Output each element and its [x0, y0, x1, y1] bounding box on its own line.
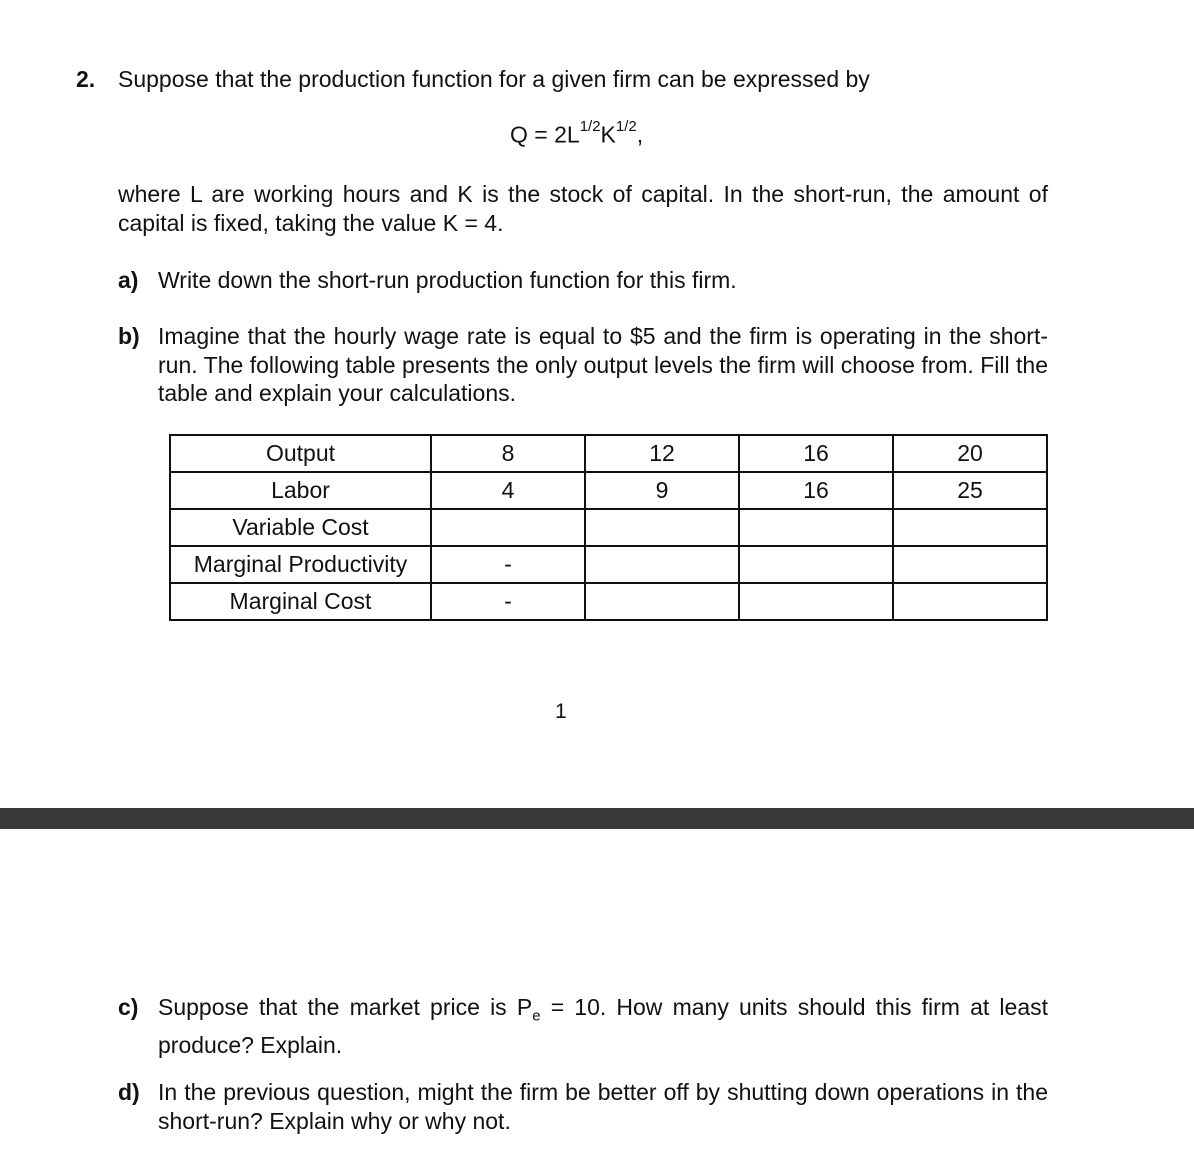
part-d-text: In the previous question, might the firm be better off by shutting down operations in the short-run? Explain why or why not.	[158, 1079, 1048, 1134]
table-cell: 8	[431, 435, 585, 472]
table-row-header: Variable Cost	[170, 509, 431, 546]
question-context: where L are working hours and K is the stock of capital. In the short-run, the amount of capital is fixed, taking the value K = 4.	[118, 181, 1048, 236]
table-cell	[893, 546, 1047, 583]
table-row-marginal-cost	[170, 583, 1047, 620]
part-b-text: Imagine that the hourly wage rate is equal to $5 and the firm is operating in the short-run. The following table presents the only output levels the firm will choose from. Fill the table and explain your calculations.	[158, 323, 1048, 406]
price-subscript: e	[532, 1007, 541, 1025]
table-row-variable-cost	[170, 509, 1047, 546]
equation-exponent-capital: 1/2	[615, 118, 637, 135]
part-c-text-after: = 10. How many units should this firm at least produce? Explain.	[158, 994, 1048, 1059]
table-cell	[585, 583, 739, 620]
table-cell	[431, 509, 585, 546]
part-c-label: c)	[118, 994, 139, 1020]
table-cell	[585, 509, 739, 546]
production-function-equation	[510, 118, 644, 149]
table-cell: 12	[585, 435, 739, 472]
part-c-text-before: Suppose that the market price is P	[158, 994, 533, 1020]
table-cell: -	[431, 583, 585, 620]
part-d	[118, 1078, 1048, 1135]
page-break-divider	[0, 808, 1194, 829]
table-cell: 25	[893, 472, 1047, 509]
cost-table	[169, 434, 1048, 621]
table-row-labor	[170, 472, 1047, 509]
equation-lhs: Q = 2L	[510, 121, 580, 148]
page-number: 1	[555, 700, 567, 723]
equation-tail: ,	[636, 121, 644, 148]
table-cell: 16	[739, 435, 893, 472]
table-row-output	[170, 435, 1047, 472]
part-c-text	[158, 993, 1048, 1060]
table-cell	[893, 509, 1047, 546]
part-c	[118, 993, 1048, 1060]
table-cell	[893, 583, 1047, 620]
part-b-label: b)	[118, 323, 140, 349]
part-d-label: d)	[118, 1079, 140, 1105]
table-cell	[585, 546, 739, 583]
equation-exponent-labor: 1/2	[579, 118, 601, 135]
part-b	[118, 322, 1048, 408]
table-cell: -	[431, 546, 585, 583]
part-a-text: Write down the short-run production function for this firm.	[158, 267, 737, 293]
equation-capital: K	[600, 121, 616, 148]
table-cell: 20	[893, 435, 1047, 472]
table-row-header: Output	[170, 435, 431, 472]
table-row-marginal-productivity	[170, 546, 1047, 583]
table-cell: 4	[431, 472, 585, 509]
table-row-header: Marginal Cost	[170, 583, 431, 620]
question-intro: Suppose that the production function for a given firm can be expressed by	[118, 66, 870, 92]
question-number: 2.	[76, 66, 96, 92]
table-cell: 16	[739, 472, 893, 509]
table-row-header: Marginal Productivity	[170, 546, 431, 583]
part-a-label: a)	[118, 267, 139, 293]
part-a	[118, 266, 1048, 295]
table-cell	[739, 546, 893, 583]
table-row-header: Labor	[170, 472, 431, 509]
table-cell	[739, 583, 893, 620]
table-cell	[739, 509, 893, 546]
table-cell: 9	[585, 472, 739, 509]
